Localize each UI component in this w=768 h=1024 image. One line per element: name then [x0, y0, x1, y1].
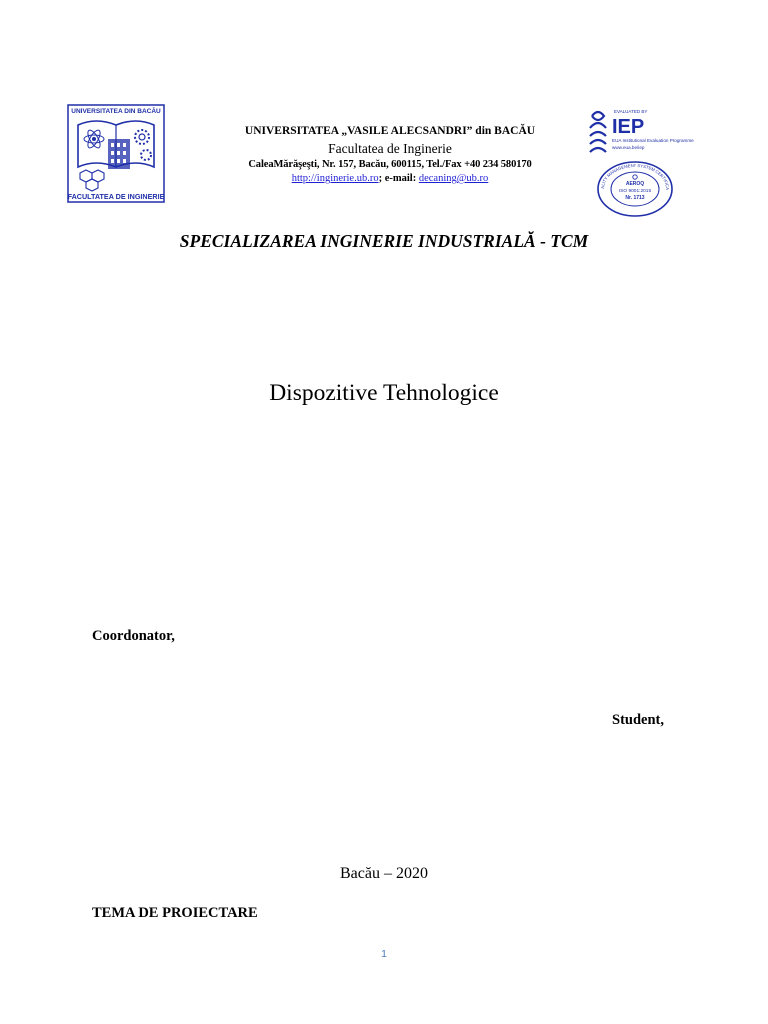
contact-line [200, 172, 580, 185]
iep-evaluated: EVALUATED BY [614, 109, 648, 114]
email-label: e-mail: [384, 173, 419, 184]
place-date: Bacău – 2020 [340, 865, 428, 882]
iep-logo [588, 104, 696, 158]
logo-bottom-text: FACULTATEA DE INGINERIE [67, 192, 165, 201]
website-link[interactable]: http://inginerie.ub.ro [291, 173, 379, 184]
seal-aeroq: AEROQ [625, 181, 645, 187]
coordinator-label: Coordonator, [92, 628, 175, 644]
faculty-logo [66, 103, 166, 204]
aeroq-seal [596, 160, 674, 218]
address-line: CaleaMărăşeşti, Nr. 157, Bacău, 600115, Tel./Fax +40 234 580170 [248, 159, 532, 170]
page-number: 1 [381, 948, 387, 960]
specialization-heading: SPECIALIZAREA INGINERIE INDUSTRIALĂ - TCM [179, 231, 589, 251]
iep-full-name: EUA Institutional Evaluation Programme [612, 138, 694, 143]
document-title: Dispozitive Tehnologice [269, 380, 499, 406]
seal-iso: ISO 9001:2015 [618, 189, 652, 194]
seal-number: Nr. 1713 [625, 195, 645, 201]
student-label: Student, [612, 712, 664, 728]
logo-top-text: UNIVERSITATEA DIN BACĂU [71, 108, 161, 115]
iep-url: www.eua.be/iep [612, 145, 645, 150]
letterhead [200, 123, 580, 185]
faculty-name: Facultatea de Inginerie [328, 141, 452, 156]
seal-ring-text: ALITY MANAGEMENT SYSTEM CERTIFICA [599, 162, 671, 190]
university-name: UNIVERSITATEA „VASILE ALECSANDRI” din BACĂU [244, 125, 536, 137]
separator: ; [378, 173, 385, 184]
section-heading: TEMA DE PROIECTARE [92, 905, 258, 921]
email-link[interactable]: decaning@ub.ro [418, 173, 489, 184]
iep-name: IEP [612, 116, 645, 138]
